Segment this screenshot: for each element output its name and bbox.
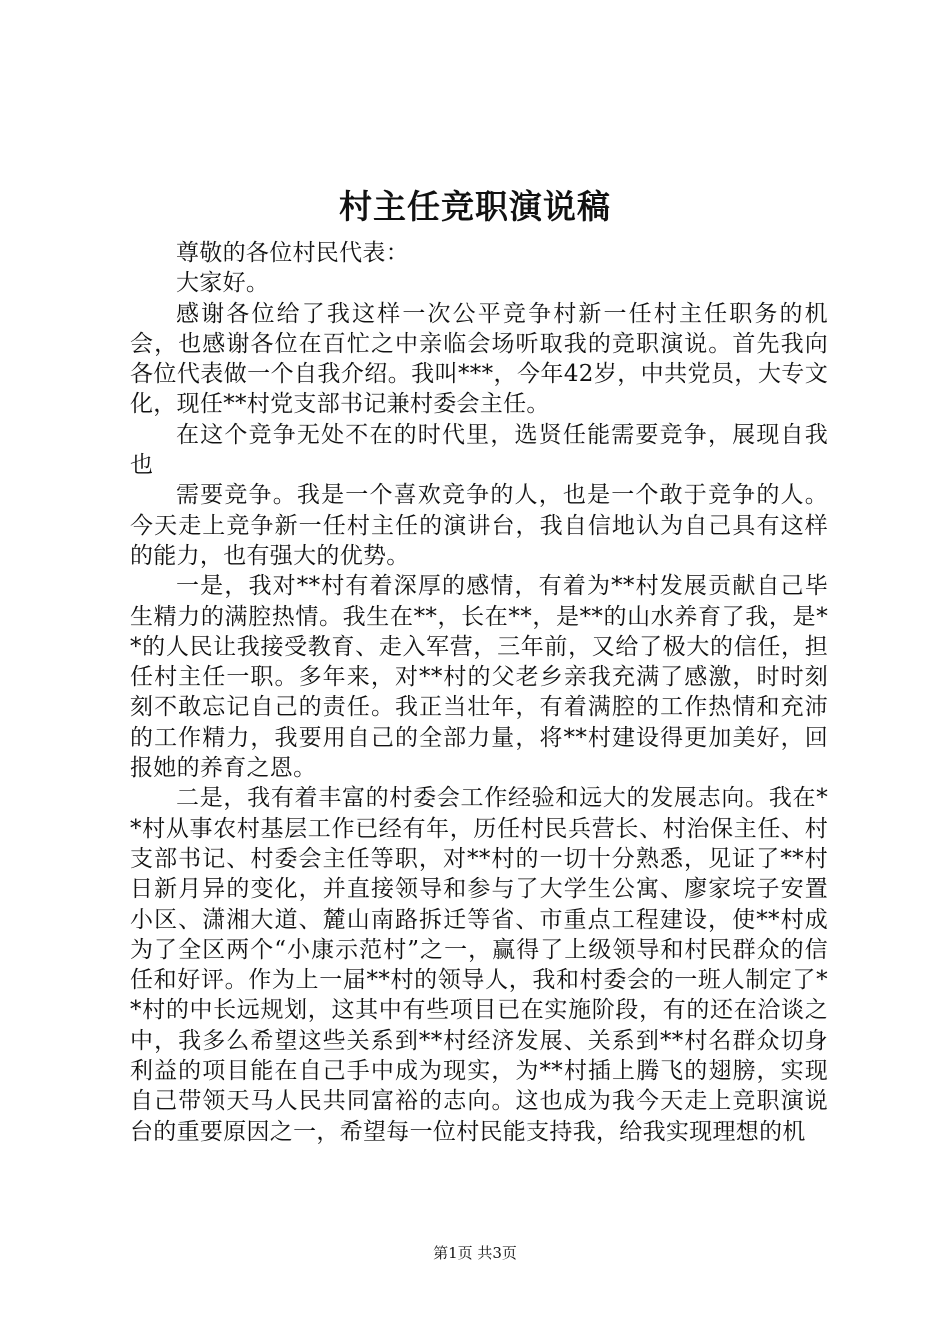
paragraph-salutation: 尊敬的各位村民代表： bbox=[176, 240, 409, 266]
paragraph-confidence: 需要竞争。我是一个喜欢竞争的人，也是一个敢于竞争的人。今天走上竞争新一任村主任的演讲台，我自信地认为自己具有这样的能力，也有强大的优势。 bbox=[130, 482, 828, 569]
page-number-footer: 第1页 共3页 bbox=[433, 1244, 517, 1262]
document-body bbox=[130, 238, 828, 1147]
paragraph-greeting: 大家好。 bbox=[176, 270, 270, 297]
paragraph-introduction: 感谢各位给了我这样一次公平竞争村新一任村主任职务的机会，也感谢各位在百忙之中亲临会场听取我的竞职演说。首先我向各位代表做一个自我介绍。我叫***，今年42岁，中共党员，大专文化，现任**村党支部书记兼村委会主任。 bbox=[130, 300, 828, 418]
paragraph-competition: 在这个竞争无处不在的时代里，选贤任能需要竞争，展现自我也 bbox=[130, 421, 828, 479]
document-title: 村主任竞职演说稿 bbox=[339, 187, 611, 226]
paragraph-point-two: 二是，我有着丰富的村委会工作经验和远大的发展志向。我在**村从事农村基层工作已经有年，历任村民兵营长、村治保主任、村支部书记、村委会主任等职，对**村的一切十分熟悉，见证了**村日新月异的变化，并直接领导和参与了大学生公寓、廖家垸子安置小区、潇湘大道、麓山南路拆迁等省、市重点工程建设，使**村成为了全区两个“小康示范村”之一，赢得了上级领导和村民群众的信任和好评。作为上一届**村的领导人，我和村委会的一班人制定了**村的中长远规划，这其中有些项目已在实施阶段，有的还在洽谈之中，我多么希望这些关系到**村经济发展、关系到**村名群众切身利益的项目能在自己手中成为现实，为**村插上腾飞的翅膀，实现自己带领天马人民共同富裕的志向。这也成为我今天走上竞职演说台的重要原因之一，希望每一位村民能支持我，给我实现理想的机 bbox=[130, 785, 828, 1145]
paragraph-point-one: 一是，我对**村有着深厚的感情，有着为**村发展贡献自己毕生精力的满腔热情。我生在**，长在**，是**的山水养育了我，是**的人民让我接受教育、走入军营，三年前，又给了极大的信任，担任村主任一职。多年来，对**村的父老乡亲我充满了感激，时时刻刻不敢忘记自己的责任。我正当壮年，有着满腔的工作热情和充沛的工作精力，我要用自己的全部力量，将**村建设得更加美好，回报她的养育之恩。 bbox=[130, 573, 828, 782]
